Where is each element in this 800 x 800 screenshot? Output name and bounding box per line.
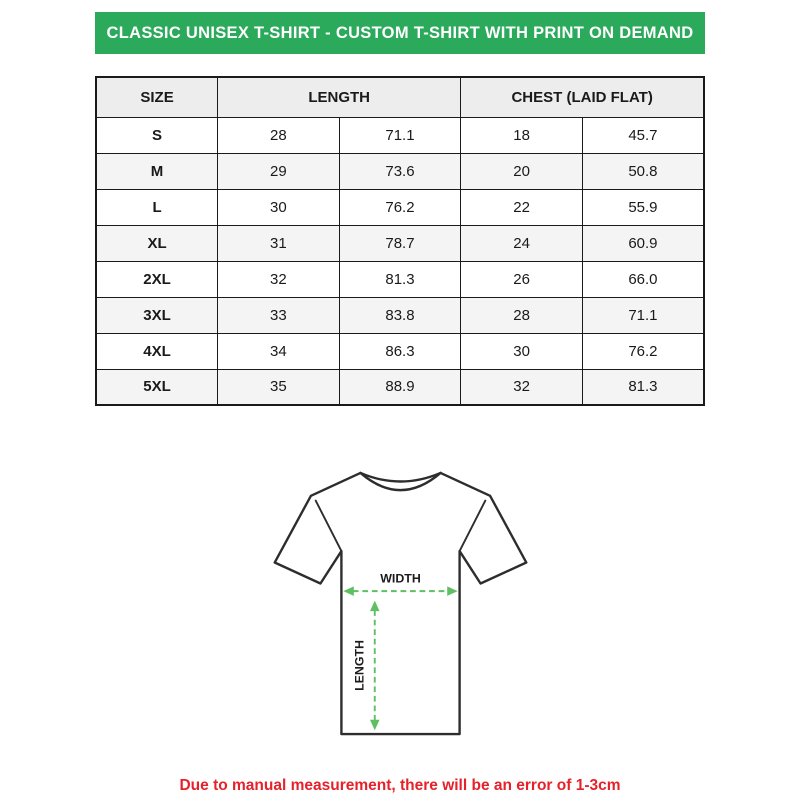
chest-cm-cell: 50.8 [582, 153, 704, 189]
size-cell: M [96, 153, 218, 189]
chest-cm-cell: 66.0 [582, 261, 704, 297]
length-cm-cell: 78.7 [339, 225, 461, 261]
length-in-cell: 35 [218, 369, 340, 405]
tshirt-diagram-svg [248, 446, 553, 761]
size-chart-table [95, 76, 705, 406]
length-in-cell: 28 [218, 117, 340, 153]
table-row [96, 297, 704, 333]
page-title: CLASSIC UNISEX T-SHIRT - CUSTOM T-SHIRT WITH PRINT ON DEMAND [106, 23, 694, 42]
length-cm-cell: 81.3 [339, 261, 461, 297]
tshirt-outline [274, 473, 526, 734]
size-cell: XL [96, 225, 218, 261]
chest-in-cell: 24 [461, 225, 583, 261]
table-row [96, 189, 704, 225]
length-in-cell: 30 [218, 189, 340, 225]
length-cm-cell: 88.9 [339, 369, 461, 405]
table-row [96, 261, 704, 297]
length-in-cell: 32 [218, 261, 340, 297]
width-label: WIDTH [379, 571, 421, 586]
chest-cm-cell: 55.9 [582, 189, 704, 225]
size-cell: 4XL [96, 333, 218, 369]
title-banner [95, 12, 705, 54]
chest-in-cell: 22 [461, 189, 583, 225]
size-cell: S [96, 117, 218, 153]
table-row [96, 369, 704, 405]
chest-in-cell: 18 [461, 117, 583, 153]
chest-in-cell: 26 [461, 261, 583, 297]
size-cell: 3XL [96, 297, 218, 333]
length-cm-cell: 83.8 [339, 297, 461, 333]
table-row [96, 153, 704, 189]
chest-cm-cell: 76.2 [582, 333, 704, 369]
length-in-cell: 34 [218, 333, 340, 369]
table-row [96, 333, 704, 369]
chest-in-cell: 20 [461, 153, 583, 189]
length-cm-cell: 73.6 [339, 153, 461, 189]
chest-cm-cell: 81.3 [582, 369, 704, 405]
length-in-cell: 29 [218, 153, 340, 189]
length-in-cell: 33 [218, 297, 340, 333]
size-cell: L [96, 189, 218, 225]
table-row [96, 225, 704, 261]
col-header-size: SIZE [96, 77, 218, 117]
chest-cm-cell: 45.7 [582, 117, 704, 153]
chest-in-cell: 28 [461, 297, 583, 333]
chest-cm-cell: 60.9 [582, 225, 704, 261]
size-cell: 5XL [96, 369, 218, 405]
table-header-row [96, 77, 704, 117]
length-cm-cell: 86.3 [339, 333, 461, 369]
table-row [96, 117, 704, 153]
size-cell: 2XL [96, 261, 218, 297]
col-header-chest: CHEST (LAID FLAT) [461, 77, 704, 117]
col-header-length: LENGTH [218, 77, 461, 117]
measurement-note: Due to manual measurement, there will be an error of 1-3cm [179, 777, 621, 794]
chest-in-cell: 30 [461, 333, 583, 369]
tshirt-measurement-diagram [95, 446, 705, 761]
chest-cm-cell: 71.1 [582, 297, 704, 333]
length-in-cell: 31 [218, 225, 340, 261]
length-label: LENGTH [351, 640, 366, 691]
length-cm-cell: 71.1 [339, 117, 461, 153]
chest-in-cell: 32 [461, 369, 583, 405]
length-cm-cell: 76.2 [339, 189, 461, 225]
